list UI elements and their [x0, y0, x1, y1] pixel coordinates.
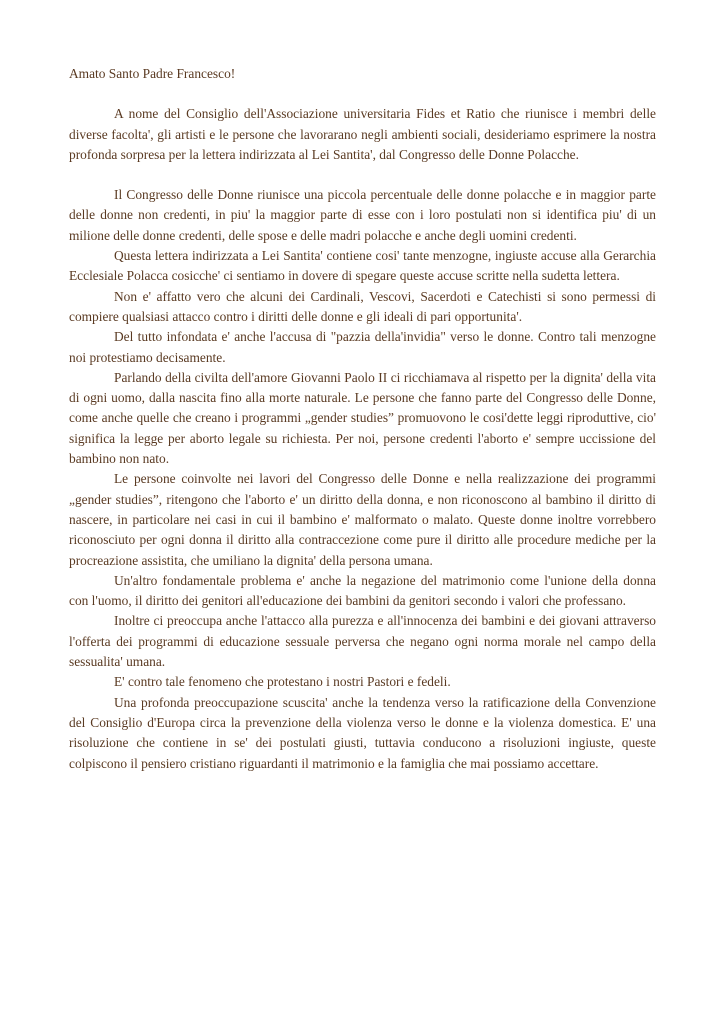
paragraph-education: Inoltre ci preoccupa anche l'attacco alla purezza e all'innocenza dei bambini e dei giovani attraverso l'offerta dei programmi di educazione sessuale perversa che negano ogni norma morale nel campo della sessualita' umana.	[69, 613, 656, 670]
paragraph-congress: Il Congresso delle Donne riunisce una piccola percentuale delle donne polacche e in maggior parte delle donne non credenti, in piu' la maggior parte di esse con i loro postulati non si identifica piu' di un milione delle donne credenti, delle spose e delle madri polacche e anche degli uomini credenti.	[69, 187, 656, 243]
paragraph-protest: E' contro tale fenomeno che protestano i nostri Pastori e fedeli.	[114, 674, 451, 690]
paragraph-accusations: Questa lettera indirizzata a Lei Santita' contiene cosi' tante menzogne, ingiuste accuse alla Gerarchia Ecclesiale Polacca cosicche' ci sentiamo in dovere di spegare queste accuse scritte nella sudetta lettera.	[69, 248, 656, 284]
paragraph-convention: Una profonda preoccupazione scuscita' anche la tendenza verso la ratificazione della Convenzione del Consiglio d'Europa circa la prevenzione della violenza verso le donne e la violenza domestica. E' una risoluzione che contiene in se' dei postulati giusti, tuttavia conducono a risoluzioni ingiuste, queste colpiscono il pensiero cristiano riguardanti il matrimonio e la famiglia che mai possiamo accettare.	[69, 694, 656, 771]
paragraph-intro: A nome del Consiglio dell'Associazione universitaria Fides et Ratio che riunisce i membri delle diverse facolta', gli artisti e le persone che lavorarano negli ambienti sociali, desideriamo esprimere la nostra profonda sorpresa per la lettera indirizzata al Lei Santita', dal Congresso delle Donne Polacche.	[69, 106, 656, 162]
paragraph-marriage: Un'altro fondamentale problema e' anche la negazione del matrimonio come l'unione della donna con l'uomo, il diritto dei genitori all'educazione dei bambini da genitori secondo i valori che professano.	[69, 572, 656, 609]
letter-page	[69, 64, 656, 774]
paragraph-dignity: Parlando della civilta dell'amore Giovanni Paolo II ci ricchiamava al rispetto per la dignita' della vita di ogni uomo, dalla nascita fino alla morte naturale. Le persone che fanno parte del Congresso delle Donne, come anche quelle che creano i programmi „gender studies” promuovono le cosi'dette leggi riproduttive, cio' significa la legge per aborto legale su richiesta. Per noi, persone credenti l'aborto e' sempre uccissione del bambino non nato.	[69, 369, 656, 467]
paragraph-envy: Del tutto infondata e' anche l'accusa di "pazzia della'invidia" verso le donne. Contro tali menzogne noi protestiamo decisamente.	[69, 329, 656, 365]
paragraph-abortion: Le persone coinvolte nei lavori del Congresso delle Donne e nella realizzazione dei programmi „gender studies”, ritengono che l'aborto e' un diritto della donna, e non riconoscono al bambino il diritto di nascere, in particolare nei casi in cui il bambino e' malformato o malato. Queste donne inoltre vorrebbero riconosciuto per ogni donna il diritto alla contraccezione come pure il diritto alle procedure mediche per la procreazione assistita, che umiliano la dignita' della persona umana.	[69, 471, 656, 568]
paragraph-cardinals: Non e' affatto vero che alcuni dei Cardinali, Vescovi, Sacerdoti e Catechisti si sono permessi di compiere qualsiasi attacco contro i diritti delle donne e gli ideali di pari opportunita'.	[69, 288, 656, 324]
salutation: Amato Santo Padre Francesco!	[69, 66, 236, 81]
